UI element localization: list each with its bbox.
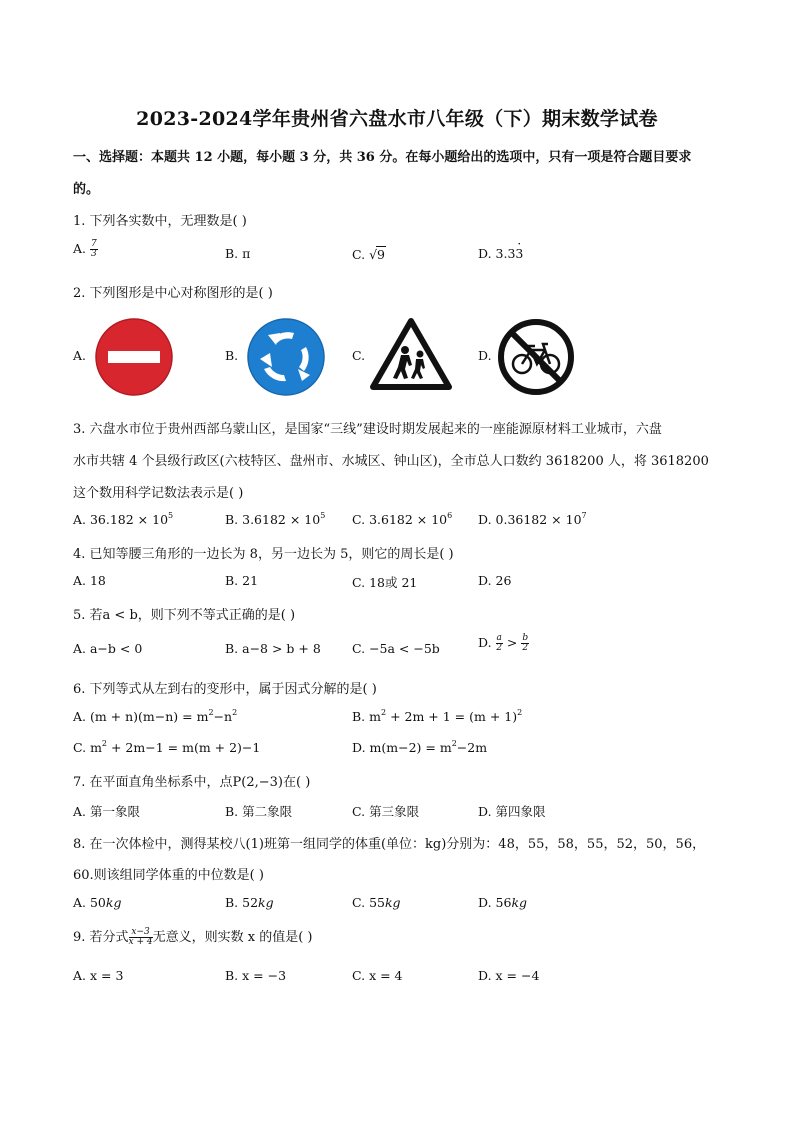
q1-option-a: A. $\frac{7}{3}$ xyxy=(73,239,97,259)
question-4-stem: 4. 已知等腰三角形的一边长为 8，另一边长为 5，则它的周长是( ) xyxy=(73,547,454,562)
no-bicycle-sign-icon xyxy=(497,318,575,396)
question-3-line3: 这个数用科学记数法表示是( ) xyxy=(73,486,244,501)
q5-option-c: C. −5a < −5b xyxy=(352,641,440,656)
question-1-stem: 1. 下列各实数中，无理数是( ) xyxy=(73,214,247,229)
q2-option-b-label: B. xyxy=(225,348,239,363)
question-7-stem: 7. 在平面直角坐标系中，点P(2,−3)在( ) xyxy=(73,775,311,790)
q3-option-a: A. $36.182 \times 10^5$ xyxy=(73,511,174,527)
question-2-stem: 2. 下列图形是中心对称图形的是( ) xyxy=(73,286,273,301)
q3-option-c: C. $3.6182 \times 10^6$ xyxy=(352,511,453,527)
q8-option-c: C. 55kg xyxy=(352,895,401,910)
page-title: 2023-2024学年贵州省六盘水市八年级（下）期末数学试卷 xyxy=(136,108,658,130)
q3-option-b: B. $3.6182 \times 10^5$ xyxy=(225,511,326,527)
no-entry-sign-icon xyxy=(94,317,174,397)
q6-option-a: A. $(m + n)(m-n) = m^2-n^2$ xyxy=(73,708,238,724)
q3-option-d: D. $0.36182 \times 10^7$ xyxy=(478,511,587,527)
q9-option-c: C. x = 4 xyxy=(352,968,403,983)
q9-option-d: D. x = −4 xyxy=(478,968,540,983)
q4-option-b: B. 21 xyxy=(225,573,259,588)
q9-option-a: A. x = 3 xyxy=(73,968,124,983)
q1-option-b: B. π xyxy=(225,246,251,261)
q7-option-c: C. 第三象限 xyxy=(352,804,420,819)
q7-option-a: A. 第一象限 xyxy=(73,804,140,819)
question-8-line2: 60.则该组同学体重的中位数是( ) xyxy=(73,868,264,883)
question-3-line1: 3. 六盘水市位于贵州西部乌蒙山区，是国家“三线”建设时期发展起来的一座能源原材料工业城市，六盘 xyxy=(73,422,662,437)
question-8-line1: 8. 在一次体检中，测得某校八(1)班第一组同学的体重(单位：kg)分别为：48，55，58，55，52，50，56， xyxy=(73,837,706,852)
q8-option-a: A. 50kg xyxy=(73,895,122,910)
q1-option-d: D. 3.33 · xyxy=(478,246,523,261)
question-3-line2: 水市共辖 4 个县级行政区(六枝特区、盘州市、水城区、钟山区)，全市总人口数约 3618200 人，将 3618200 xyxy=(73,454,709,469)
q4-option-c: C. 18或 21 xyxy=(352,575,418,590)
children-crossing-sign-icon xyxy=(370,318,452,390)
section-heading: 一、选择题：本题共 12 小题，每小题 3 分，共 36 分。在每小题给出的选项中，只有一项是符合题目要求 xyxy=(73,150,692,165)
question-5-stem: 5. 若a < b，则下列不等式正确的是( ) xyxy=(73,608,296,623)
q4-option-d: D. 26 xyxy=(478,573,512,588)
q6-option-b: B. $m^2 + 2m + 1 = (m + 1)^2$ xyxy=(352,708,523,724)
q7-option-d: D. 第四象限 xyxy=(478,804,546,819)
q2-option-a-label: A. xyxy=(73,348,87,363)
q6-option-d: D. $m(m-2) = m^2-2m$ xyxy=(352,739,488,755)
question-9-stem: 9. 若分式 $\frac{x-3}{x + 4}$ 无意义，则实数 x 的值是( ) xyxy=(73,927,313,947)
q9-option-b: B. x = −3 xyxy=(225,968,287,983)
q1-option-c: C. √9 xyxy=(352,247,385,262)
q6-option-c: C. $m^2 + 2m-1 = m(m + 2)-1$ xyxy=(73,739,261,755)
q5-option-b: B. a−8 > b + 8 xyxy=(225,641,321,656)
section-heading-cont: 的。 xyxy=(73,182,100,197)
q5-option-d: D. $\frac{a}{2}$ > $\frac{b}{2}$ xyxy=(478,633,529,653)
q5-option-a: A. a−b < 0 xyxy=(73,641,143,656)
q8-option-d: D. 56kg xyxy=(478,895,528,910)
q8-option-b: B. 52kg xyxy=(225,895,274,910)
q2-option-c-label: C. xyxy=(352,348,366,363)
question-6-stem: 6. 下列等式从左到右的变形中，属于因式分解的是( ) xyxy=(73,682,377,697)
roundabout-sign-icon xyxy=(246,317,326,397)
q7-option-b: B. 第二象限 xyxy=(225,804,293,819)
q4-option-a: A. 18 xyxy=(73,573,106,588)
q2-option-d-label: D. xyxy=(478,348,492,363)
